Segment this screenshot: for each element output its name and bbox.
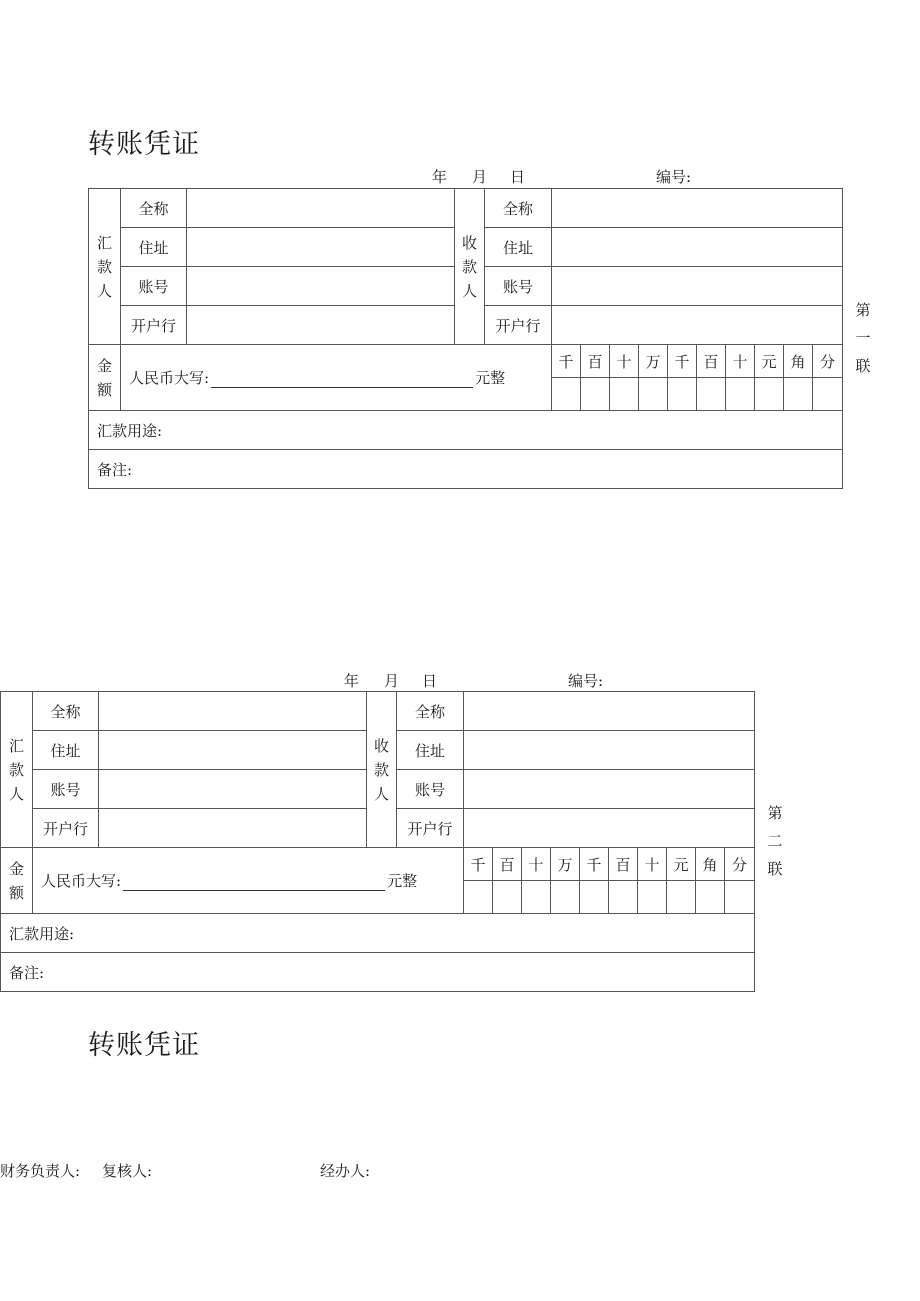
payer-bank-field[interactable] <box>99 809 367 848</box>
digit-header-bai: 百 <box>609 848 638 881</box>
payer-account-field[interactable] <box>187 267 455 306</box>
payee-account-label: 账号 <box>485 267 552 306</box>
payee-address-label: 住址 <box>485 228 552 267</box>
digit-cell[interactable] <box>667 881 696 914</box>
digit-header-qian: 千 <box>552 345 581 378</box>
digit-cell[interactable] <box>726 378 755 411</box>
remark-label: 备注: <box>97 460 133 479</box>
payee-account-label: 账号 <box>397 770 464 809</box>
day-label: 日 <box>422 672 438 690</box>
copy-label-1: 第 一 联 <box>855 301 871 375</box>
digit-cell[interactable] <box>639 378 668 411</box>
payer-full-name-label: 全称 <box>33 692 99 731</box>
payer-address-field[interactable] <box>99 731 367 770</box>
digit-header-shi: 十 <box>610 345 639 378</box>
digit-header-shi: 十 <box>638 848 667 881</box>
purpose-row[interactable] <box>89 411 843 450</box>
purpose-row[interactable] <box>1 914 755 953</box>
digit-cell[interactable] <box>580 881 609 914</box>
voucher-table-1 <box>88 188 843 489</box>
voucher-title-2: 转账凭证 <box>88 1030 200 1061</box>
digit-header-bai: 百 <box>493 848 522 881</box>
digit-cell[interactable] <box>581 378 610 411</box>
digit-cell[interactable] <box>610 378 639 411</box>
digit-cell[interactable] <box>696 881 725 914</box>
digit-header-qian: 千 <box>580 848 609 881</box>
payee-full-name-field[interactable] <box>552 189 843 228</box>
year-label: 年 <box>344 672 360 690</box>
amount-label: 金 额 <box>89 345 121 411</box>
payee-full-name-label: 全称 <box>485 189 552 228</box>
digit-header-jiao: 角 <box>696 848 725 881</box>
payer-label: 汇 款 人 <box>1 692 33 848</box>
digit-cell[interactable] <box>551 881 580 914</box>
voucher-table-2 <box>0 691 755 992</box>
payer-full-name-label: 全称 <box>121 189 187 228</box>
payee-bank-field[interactable] <box>464 809 755 848</box>
digit-cell[interactable] <box>784 378 813 411</box>
payee-label: 收 款 人 <box>367 692 397 848</box>
remark-row[interactable] <box>1 953 755 992</box>
payee-address-label: 住址 <box>397 731 464 770</box>
digit-cell[interactable] <box>522 881 551 914</box>
digit-cell[interactable] <box>552 378 581 411</box>
payer-full-name-field[interactable] <box>187 189 455 228</box>
digit-header-yuan: 元 <box>755 345 784 378</box>
digit-header-fen: 分 <box>725 848 755 881</box>
digit-cell[interactable] <box>697 378 726 411</box>
digit-header-bai: 百 <box>581 345 610 378</box>
digit-cell[interactable] <box>609 881 638 914</box>
amount-label: 金 额 <box>1 848 33 914</box>
digit-header-qian: 千 <box>668 345 697 378</box>
digit-header-qian: 千 <box>464 848 493 881</box>
payee-address-field[interactable] <box>464 731 755 770</box>
finance-manager-label: 财务负责人: <box>0 1162 81 1180</box>
digit-header-fen: 分 <box>813 345 843 378</box>
voucher-title-1: 转账凭证 <box>88 129 200 160</box>
payer-bank-label: 开户行 <box>33 809 99 848</box>
digit-header-jiao: 角 <box>784 345 813 378</box>
payer-bank-label: 开户行 <box>121 306 187 345</box>
remark-label: 备注: <box>9 963 45 982</box>
payee-full-name-label: 全称 <box>397 692 464 731</box>
payee-account-field[interactable] <box>552 267 843 306</box>
number-label: 编号: <box>568 672 604 690</box>
payee-bank-label: 开户行 <box>485 306 552 345</box>
copy-label-2: 第 二 联 <box>767 804 783 878</box>
digit-header-bai: 百 <box>697 345 726 378</box>
month-label: 月 <box>384 672 400 690</box>
digit-cell[interactable] <box>813 378 843 411</box>
digit-cell[interactable] <box>493 881 522 914</box>
payee-bank-field[interactable] <box>552 306 843 345</box>
month-label: 月 <box>472 168 488 186</box>
payer-account-field[interactable] <box>99 770 367 809</box>
payer-account-label: 账号 <box>33 770 99 809</box>
digit-header-shi: 十 <box>726 345 755 378</box>
payer-address-label: 住址 <box>33 731 99 770</box>
reviewer-label: 复核人: <box>102 1162 153 1180</box>
remark-row[interactable] <box>89 450 843 489</box>
payer-full-name-field[interactable] <box>99 692 367 731</box>
digit-header-wan: 万 <box>551 848 580 881</box>
amount-in-words[interactable]: 人民币大写: 元整 <box>121 345 552 411</box>
digit-header-shi: 十 <box>522 848 551 881</box>
purpose-label: 汇款用途: <box>9 924 75 943</box>
digit-header-wan: 万 <box>639 345 668 378</box>
payee-account-field[interactable] <box>464 770 755 809</box>
payee-bank-label: 开户行 <box>397 809 464 848</box>
purpose-label: 汇款用途: <box>97 421 163 440</box>
digit-cell[interactable] <box>464 881 493 914</box>
payer-account-label: 账号 <box>121 267 187 306</box>
digit-header-yuan: 元 <box>667 848 696 881</box>
year-label: 年 <box>432 168 448 186</box>
digit-cell[interactable] <box>638 881 667 914</box>
payer-label: 汇 款 人 <box>89 189 121 345</box>
digit-cell[interactable] <box>755 378 784 411</box>
day-label: 日 <box>510 168 526 186</box>
number-label: 编号: <box>656 168 692 186</box>
handler-label: 经办人: <box>320 1162 371 1180</box>
payee-full-name-field[interactable] <box>464 692 755 731</box>
amount-in-words[interactable]: 人民币大写: 元整 <box>33 848 464 914</box>
payer-bank-field[interactable] <box>187 306 455 345</box>
digit-cell[interactable] <box>725 881 755 914</box>
digit-cell[interactable] <box>668 378 697 411</box>
payee-address-field[interactable] <box>552 228 843 267</box>
payer-address-field[interactable] <box>187 228 455 267</box>
payee-label: 收 款 人 <box>455 189 485 345</box>
payer-address-label: 住址 <box>121 228 187 267</box>
